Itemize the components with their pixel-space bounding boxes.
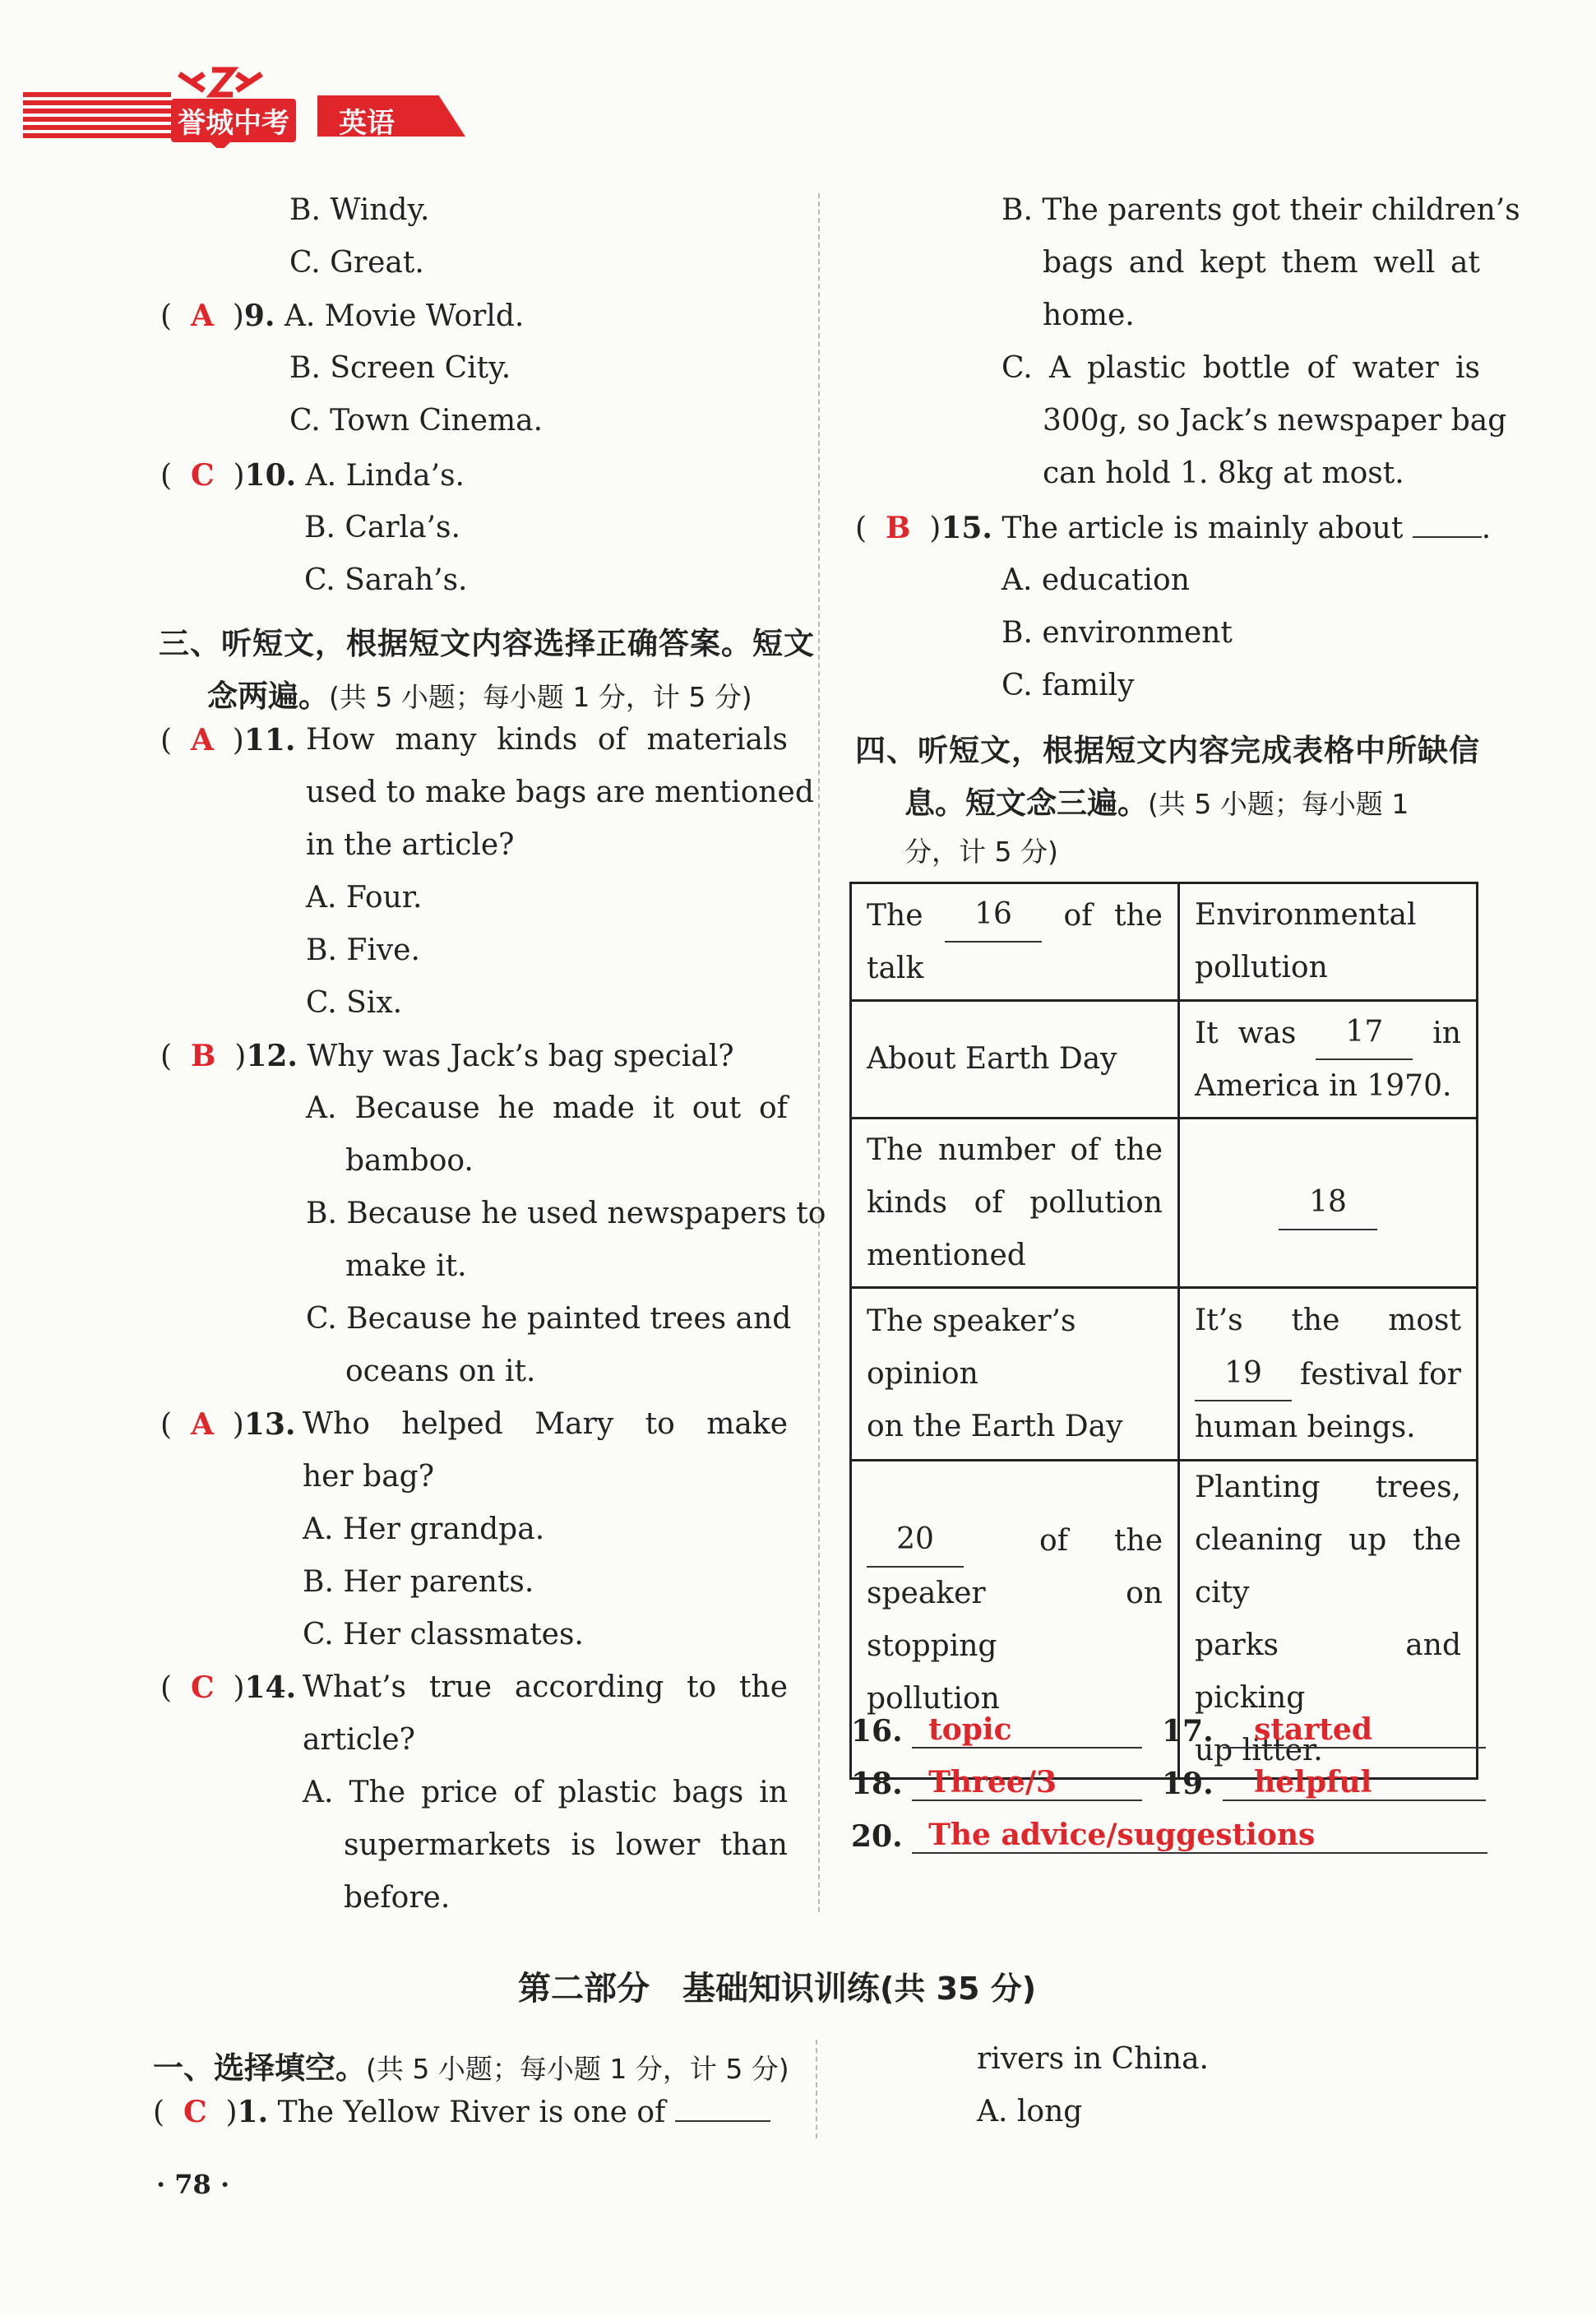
q1-stem-cont: rivers in China. <box>977 2042 1209 2076</box>
q14-option-a-line2: supermarkets is lower than <box>344 1828 788 1862</box>
q8-option-b: B. Windy. <box>289 193 430 227</box>
answer-line <box>1223 1712 1486 1749</box>
cell-text: Environmental <box>1195 898 1417 932</box>
q14-option-c-line2: 300g, so Jack’s newspaper bag <box>1043 404 1507 438</box>
brand-name: 誉城中考 <box>171 99 296 142</box>
q11-stem-line2: used to make bags are mentioned <box>306 776 814 809</box>
question-number: 14. <box>244 1670 297 1705</box>
q14-option-b-line2: bags and kept them well at <box>1043 246 1480 280</box>
table-cell <box>1179 1001 1478 1119</box>
q14-option-c: C. A plastic bottle of water is <box>1002 351 1480 385</box>
answer-number: 17. <box>1162 1714 1214 1749</box>
q14-option-c-line3: can hold 1. 8kg at most. <box>1043 456 1404 490</box>
blank-16: 16 <box>945 888 1042 943</box>
table-cell <box>851 1288 1179 1461</box>
cell-text: talk <box>867 952 924 985</box>
cell-text: the <box>1114 899 1163 933</box>
part2-score: (共 35 分) <box>880 1971 1037 2007</box>
q12: ( B )12. Why was Jack’s bag special? <box>160 1039 734 1073</box>
q10-option-a: A. Linda’s. <box>305 459 465 493</box>
info-table <box>849 882 1478 1780</box>
answer-number: 19. <box>1162 1767 1214 1801</box>
section4-title-2 <box>904 778 1409 822</box>
answer-mark: A <box>190 1407 214 1442</box>
q9-option-b: B. Screen City. <box>289 351 511 385</box>
answer-text: topic <box>928 1712 1012 1747</box>
q15-stem: The article is mainly about <box>1002 512 1404 545</box>
header-stripes <box>23 92 171 140</box>
subject-label: 英语 <box>339 107 395 140</box>
blank-17: 17 <box>1316 1006 1413 1060</box>
cell-text: It’s the most <box>1195 1303 1461 1337</box>
table-row <box>851 1119 1478 1288</box>
q11-option-c: C. Six. <box>306 986 403 1020</box>
answer-20 <box>851 1818 1487 1854</box>
q12-option-c-cont: oceans on it. <box>345 1355 536 1388</box>
question-number: 11. <box>243 723 296 757</box>
q9-option-a: A. Movie World. <box>284 299 525 333</box>
section4-note-2: 分，计 5 分) <box>904 836 1058 868</box>
answer-mark: C <box>183 2095 207 2129</box>
section3-title-2 <box>207 671 752 716</box>
column-divider-lower <box>816 2040 817 2138</box>
answer-number: 16. <box>851 1714 903 1749</box>
q14-stem-line2: article? <box>303 1723 415 1757</box>
q15-option-c: C. family <box>1002 669 1135 702</box>
header <box>23 58 467 148</box>
section1-note: (共 5 小题；每小题 1 分，计 5 分) <box>366 2053 789 2085</box>
section4-title: 四、听短文，根据短文内容完成表格中所缺信 <box>855 733 1480 768</box>
blank-20: 20 <box>867 1513 964 1568</box>
cell-text: America in 1970. <box>1195 1069 1452 1103</box>
answer-text: helpful <box>1254 1765 1372 1800</box>
part2-title <box>518 1962 1036 2009</box>
answer-blank <box>1413 513 1482 538</box>
answer-line <box>912 1818 1487 1854</box>
q10-option-c: C. Sarah’s. <box>304 563 468 597</box>
cell-text: The <box>867 899 923 933</box>
section1-title-text: 一、选择填空。 <box>153 2050 366 2086</box>
cell-text: kinds of pollution <box>867 1185 1163 1220</box>
answer-text: started <box>1254 1712 1372 1747</box>
q15: ( B )15. The article is mainly about . <box>855 511 1492 545</box>
cell-text: pollution <box>1195 951 1328 984</box>
cell-text: The speaker’s opinion <box>867 1304 1076 1391</box>
q13: ( A )13. <box>160 1407 296 1442</box>
blank-19: 19 <box>1195 1347 1292 1401</box>
answer-text: Three/3 <box>928 1765 1057 1800</box>
q11-option-b: B. Five. <box>306 933 420 967</box>
table-row <box>851 1001 1478 1119</box>
answer-mark: B <box>190 1039 216 1073</box>
question-number: 13. <box>243 1407 296 1442</box>
q9: ( A )9. A. Movie World. <box>160 299 525 333</box>
cell-text: The number of the <box>867 1133 1163 1167</box>
q14-option-a: A. The price of plastic bags in <box>303 1776 788 1809</box>
q12-option-a: A. Because he made it out of <box>306 1091 788 1125</box>
cell-text: It <box>1195 1017 1219 1050</box>
cell-text: cleaning up the city <box>1195 1523 1461 1610</box>
cell-text: of the <box>1039 1524 1163 1558</box>
q14-option-b-line3: home. <box>1043 299 1135 332</box>
section3-title-text: 念两遍。 <box>207 679 329 714</box>
q1-stem: The Yellow River is one of <box>277 2096 666 2129</box>
q15-option-a: A. education <box>1002 563 1190 597</box>
table-cell: About Earth Day <box>851 1001 1179 1119</box>
q10: ( C )10. A. Linda’s. <box>160 458 465 493</box>
answer-number: 18. <box>851 1767 903 1801</box>
q9-option-c: C. Town Cinema. <box>289 404 544 438</box>
q14-stem-line1: What’s true according to the <box>303 1670 788 1704</box>
q15-end: . <box>1481 512 1492 545</box>
answer-mark: A <box>190 299 214 333</box>
section3-title: 三、听短文，根据短文内容选择正确答案。短文 <box>159 626 815 661</box>
question-number: 10. <box>244 458 297 493</box>
question-number: 1. <box>237 2095 269 2129</box>
answer-17 <box>1162 1712 1486 1749</box>
cell-text: speaker on stopping <box>867 1577 1163 1663</box>
table-cell <box>851 1119 1179 1288</box>
cell-text: Planting trees, <box>1195 1471 1461 1504</box>
cell-text: human beings. <box>1195 1410 1416 1444</box>
section4-note: (共 5 小题；每小题 1 <box>1148 788 1409 820</box>
q13-option-a: A. Her grandpa. <box>303 1512 545 1546</box>
question-number: 12. <box>246 1039 298 1073</box>
answer-18 <box>851 1765 1142 1801</box>
page-number: · 78 · <box>156 2169 230 2200</box>
cell-text: on the Earth Day <box>867 1409 1123 1443</box>
part2-section1-title <box>153 2043 789 2087</box>
table-row <box>851 883 1478 1001</box>
column-divider <box>818 193 820 1912</box>
cell-text: of <box>1063 899 1093 933</box>
section3-note: (共 5 小题；每小题 1 分，计 5 分) <box>329 681 752 713</box>
answer-mark: A <box>190 723 214 757</box>
q14-option-a-line3: before. <box>344 1881 451 1915</box>
q14: ( C )14. <box>160 1670 297 1705</box>
answer-mark: C <box>190 1670 215 1705</box>
q12-stem: Why was Jack’s bag special? <box>307 1040 734 1073</box>
q11-stem-line1: How many kinds of materials <box>306 723 788 757</box>
q13-stem-line2: her bag? <box>303 1460 434 1494</box>
cell-text: was <box>1237 1017 1297 1050</box>
answer-text: The advice/suggestions <box>928 1818 1316 1852</box>
q15-option-b: B. environment <box>1002 616 1233 650</box>
table-cell <box>851 883 1179 1001</box>
answer-mark: B <box>885 511 911 545</box>
question-number: 15. <box>941 511 992 545</box>
part2-q1: ( C )1. The Yellow River is one of <box>153 2097 770 2128</box>
q13-option-b: B. Her parents. <box>303 1565 534 1599</box>
answer-19 <box>1162 1765 1486 1801</box>
cell-text: in <box>1432 1017 1461 1050</box>
section4-title-text: 息。短文念三遍。 <box>904 785 1148 821</box>
q13-stem-line1: Who helped Mary to make <box>303 1407 788 1441</box>
question-number: 9. <box>243 299 275 333</box>
blank-18: 18 <box>1279 1176 1377 1230</box>
cell-text: parks and picking <box>1195 1628 1461 1715</box>
q10-option-b: B. Carla’s. <box>304 511 460 544</box>
table-cell <box>1179 1119 1478 1288</box>
q12-option-a-cont: bamboo. <box>345 1144 474 1178</box>
q11-option-a: A. Four. <box>306 881 423 915</box>
answer-line <box>912 1712 1142 1749</box>
part2-title-text: 第二部分 基础知识训练 <box>518 1970 880 2008</box>
q12-option-b-cont: make it. <box>345 1249 467 1283</box>
table-row <box>851 1288 1478 1461</box>
q12-option-c: C. Because he painted trees and <box>306 1302 792 1336</box>
q13-option-c: C. Her classmates. <box>303 1618 584 1651</box>
answer-number: 20. <box>851 1819 903 1854</box>
q11: ( A )11. <box>160 723 296 757</box>
answer-line <box>1223 1765 1486 1801</box>
answer-line <box>912 1765 1142 1801</box>
table-cell <box>1179 1288 1478 1461</box>
cell-text: mentioned <box>867 1238 1026 1272</box>
q14-option-b: B. The parents got their children’s <box>1002 193 1520 227</box>
answer-mark: C <box>190 458 215 493</box>
table-cell <box>1179 883 1478 1001</box>
q8-option-c: C. Great. <box>289 246 424 280</box>
q1-option-a: A. long <box>977 2095 1083 2128</box>
q12-option-b: B. Because he used newspapers to <box>306 1197 826 1230</box>
answer-16 <box>851 1712 1142 1749</box>
q11-stem-line3: in the article? <box>306 828 515 862</box>
answer-blank <box>675 2097 770 2122</box>
cell-text: pollution <box>867 1682 1000 1716</box>
cell-text: festival for <box>1299 1357 1461 1392</box>
cell-text: up litter. <box>1195 1734 1323 1767</box>
